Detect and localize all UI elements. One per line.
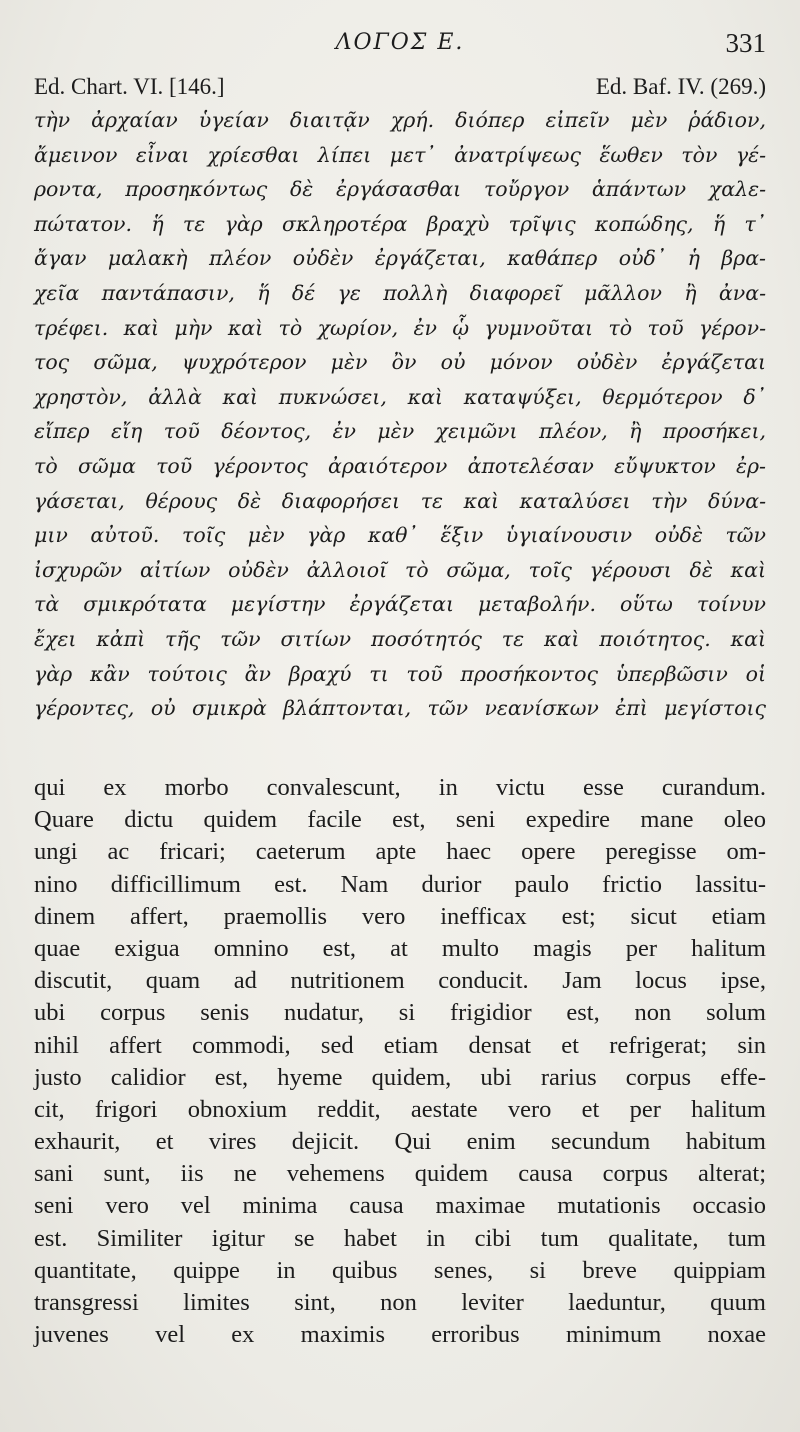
latin-text-line: seni vero vel minima causa maximae mutationis occasio [34, 1192, 766, 1220]
greek-text-line: τος σῶμα, ψυχρότερον μὲν ὂν οὐ μόνον οὐδὲν ἐργάζεται [34, 350, 766, 375]
latin-text-line: cit, frigori obnoxium reddit, aestate vero et per halitum [34, 1095, 766, 1123]
greek-text-line: ἄμεινον εἶναι χρίεσθαι λίπει μετ᾽ ἀνατρίψεως ἕωθεν τὸν γέ- [34, 142, 766, 167]
latin-text-line: est. Similiter igitur se habet in cibi tum qualitate, tum [34, 1224, 766, 1252]
latin-text-line: exhaurit, et vires dejicit. Qui enim secundum habitum [34, 1128, 766, 1156]
latin-text-line: justo calidior est, hyeme quidem, ubi rarius corpus effe- [34, 1063, 766, 1091]
greek-text-line: ἄγαν μαλακὴ πλέον οὐδὲν ἐργάζεται, καθάπερ οὐδ᾽ ἡ βρα- [34, 246, 766, 271]
greek-text-block [34, 103, 766, 726]
greek-text-line: ἔχει κἀπὶ τῆς τῶν σιτίων ποσότητός τε καὶ ποιότητος. καὶ [34, 626, 766, 651]
latin-text-line: transgressi limites sint, non leviter laeduntur, quum [34, 1289, 766, 1316]
edition-chartier: Ed. Chart. VI. [146.] [34, 74, 225, 99]
latin-text-line: quae exigua omnino est, at multo magis per halitum [34, 934, 766, 962]
greek-text-line: γὰρ κἂν τούτοις ἂν βραχύ τι τοῦ προσήκοντος ὑπερβῶσιν οἱ [34, 661, 766, 686]
greek-text-line: γάσεται, θέρους δὲ διαφορήσει τε καὶ καταλύσει τὴν δύνα- [34, 488, 766, 513]
greek-text-line: γέροντες, οὐ σμικρὰ βλάπτονται, τῶν νεανίσκων ἐπὶ μεγίστοις [34, 696, 766, 721]
greek-text-line: μιν αὐτοῦ. τοῖς μὲν γὰρ καθ᾽ ἕξιν ὑγιαίνουσιν οὐδὲ τῶν [34, 523, 766, 548]
latin-text-line: nihil affert commodi, sed etiam densat et refrigerat; sin [34, 1031, 766, 1059]
latin-text-line: quantitate, quippe in quibus senes, si breve quippiam [34, 1256, 766, 1284]
running-title: ΛΟΓΟΣ Ε. [335, 30, 465, 55]
latin-text-line: discutit, quam ad nutritionem conducit. Jam locus ipse, [34, 967, 766, 995]
greek-text-line: πώτατον. ἥ τε γὰρ σκληροτέρα βραχὺ τρῖψις κοπώδης, ἥ τ᾽ [34, 211, 766, 236]
running-head [0, 28, 800, 68]
latin-text-line: nino difficillimum est. Nam durior paulo frictio lassitu- [34, 870, 766, 898]
edition-basel: Ed. Baf. IV. (269.) [595, 74, 766, 99]
greek-text-line: ροντα, προσηκόντως δὲ ἐργάσασθαι τοὔργον ἁπάντων χαλε- [34, 177, 766, 202]
latin-text-line: qui ex morbo convalescunt, in victu esse curandum. [34, 774, 766, 801]
greek-text-line: ἰσχυρῶν αἰτίων οὐδὲν ἀλλοιοῖ τὸ σῶμα, τοῖς γέρουσι δὲ καὶ [34, 557, 766, 582]
greek-text-line: εἴπερ εἴη τοῦ δέοντος, ἐν μὲν χειμῶνι πλέον, ἢ προσήκει, [34, 419, 766, 444]
greek-text-line: τὴν ἀρχαίαν ὑγείαν διαιτᾷν χρή. διόπερ εἰπεῖν μὲν ῥάδιον, [34, 108, 766, 132]
greek-text-line: τρέφει. καὶ μὴν καὶ τὸ χωρίον, ἐν ᾧ γυμνοῦται τὸ τοῦ γέρον- [34, 315, 766, 340]
greek-text-line: τὰ σμικρότατα μεγίστην ἐργάζεται μεταβολήν. οὕτω τοίνυν [34, 592, 766, 617]
edition-references [34, 74, 766, 104]
latin-text-block [34, 772, 766, 1351]
page-number: 331 [725, 28, 766, 58]
greek-text-line: τὸ σῶμα τοῦ γέροντος ἀραιότερον ἀποτελέσαν εὔψυκτον ἐρ- [34, 453, 766, 478]
greek-text-line: χρηστὸν, ἀλλὰ καὶ πυκνώσει, καὶ καταψύξει, θερμότερον δ᾽ [34, 384, 766, 409]
latin-text-line: dinem affert, praemollis vero inefficax est; sicut etiam [34, 902, 766, 930]
latin-text-line: ungi ac fricari; caeterum apte haec opere peregisse om- [34, 838, 766, 866]
latin-text-line: juvenes vel ex maximis erroribus minimum noxae [34, 1321, 766, 1349]
latin-text-line: sani sunt, iis ne vehemens quidem causa corpus alterat; [34, 1160, 766, 1188]
latin-text-line: Quare dictu quidem facile est, seni expedire mane oleo [34, 806, 766, 834]
greek-text-line: χεῖα παντάπασιν, ἥ δέ γε πολλὴ διαφορεῖ μᾶλλον ἢ ἀνα- [34, 280, 766, 305]
latin-text-line: ubi corpus senis nudatur, si frigidior est, non solum [34, 999, 766, 1027]
